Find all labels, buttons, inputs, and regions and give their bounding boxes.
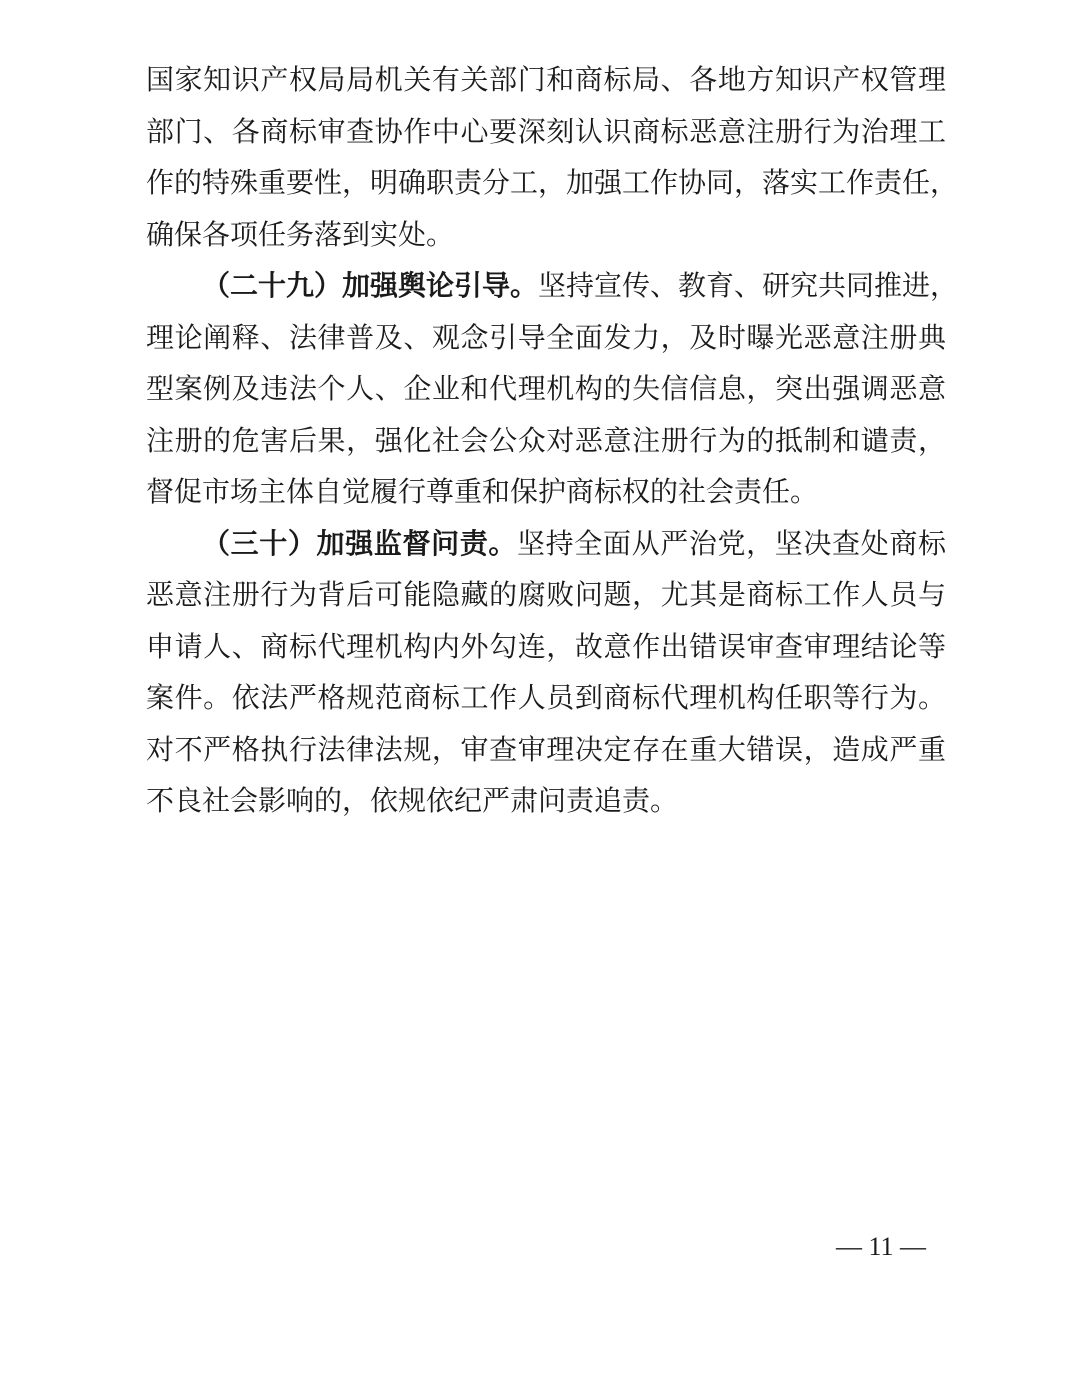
paragraph-text: 坚持宣传、教育、研究共同推进， xyxy=(538,269,959,302)
paragraph-line: 恶意注册行为背后可能隐藏的腐败问题，尤其是商标工作人员与 xyxy=(146,578,946,611)
paragraph-line: 国家知识产权局局机关有关部门和商标局、各地方知识产权管理 xyxy=(146,63,946,96)
body-text xyxy=(146,54,959,827)
paragraph-line: 不良社会影响的，依规依纪严肃问责追责。 xyxy=(146,784,679,817)
paragraph-line: 对不严格执行法律法规，审查审理决定存在重大错误，造成严重 xyxy=(146,732,946,766)
section-heading: （三十）加强监督问责。 xyxy=(202,526,518,560)
paragraph-line: 注册的危害后果，强化社会公众对恶意注册行为的抵制和谴责， xyxy=(146,423,946,457)
paragraph-text: 坚持全面从严治党，坚决查处商标 xyxy=(517,526,946,560)
paragraph-line: 理论阐释、法律普及、观念引导全面发力，及时曝光恶意注册典 xyxy=(146,320,946,354)
paragraph-first-line xyxy=(146,260,959,312)
section-heading: （二十九）加强舆论引导。 xyxy=(202,269,539,302)
paragraph-line: 型案例及违法个人、企业和代理机构的失信信息，突出强调恶意 xyxy=(146,372,946,405)
paragraph-line: 作的特殊重要性，明确职责分工，加强工作协同，落实工作责任， xyxy=(146,166,959,199)
paragraph-line: 部门、各商标审查协作中心要深刻认识商标恶意注册行为治理工 xyxy=(146,114,946,148)
paragraph-line: 确保各项任务落到实处。 xyxy=(146,217,455,251)
paragraph-line: 督促市场主体自觉履行尊重和保护商标权的社会责任。 xyxy=(146,475,819,508)
paragraph-first-line xyxy=(146,518,946,570)
page-number: — 11 — xyxy=(836,1232,927,1261)
paragraph-line: 案件。依法严格规范商标工作人员到商标代理机构任职等行为。 xyxy=(146,681,946,714)
paragraph-line: 申请人、商标代理机构内外勾连，故意作出错误审查审理结论等 xyxy=(146,629,946,663)
